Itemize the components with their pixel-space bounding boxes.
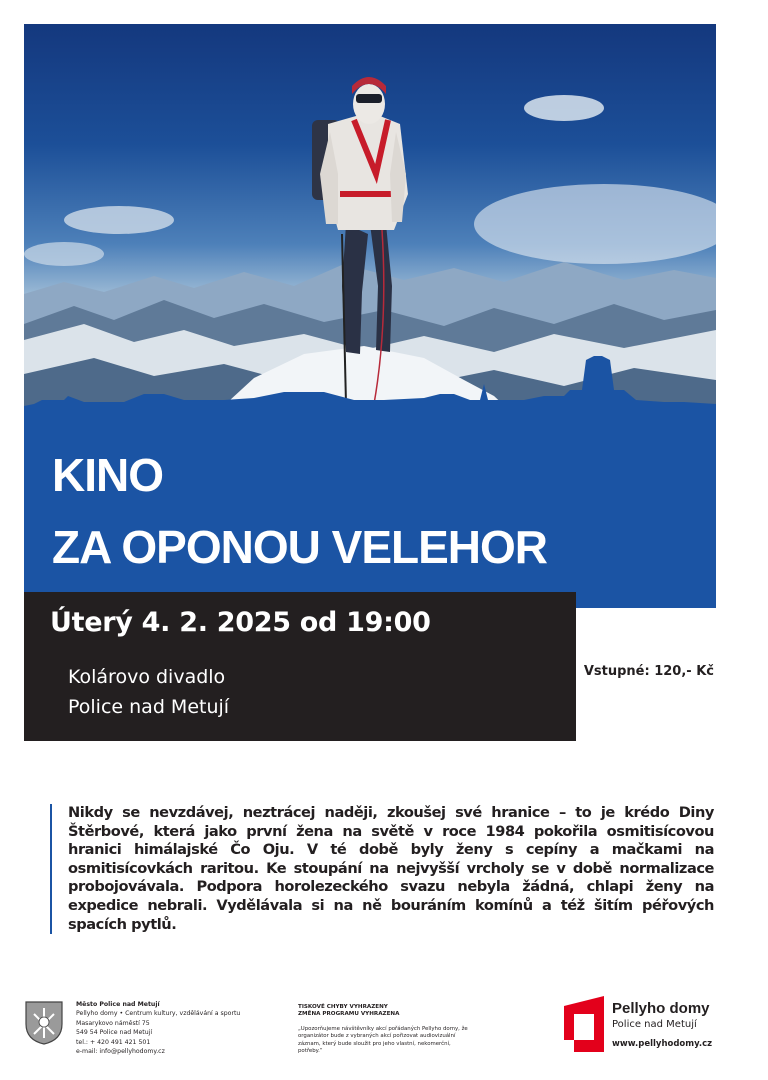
title-line-1: KINO bbox=[52, 449, 163, 501]
org-line: Pellyho domy • Centrum kultury, vzdělávání a sportu bbox=[76, 1010, 241, 1018]
event-datetime: Úterý 4. 2. 2025 od 19:00 bbox=[50, 607, 431, 638]
organizer-info bbox=[76, 1000, 240, 1056]
website-link[interactable]: www.pellyhodomy.cz bbox=[612, 1039, 713, 1049]
notice-quote: „Upozorňujeme návštěvníky akcí pořádaných Pellyho domy, že organizátor bude z vybraných akcí pořizovat audiovizuální záznam, který bude sloužit pro jeho vlastní, nekomerční, potřeby.“ bbox=[298, 1025, 468, 1055]
venue-name: Kolárovo divadlo bbox=[68, 666, 226, 688]
org-line: e-mail: info@pellyhodomy.cz bbox=[76, 1048, 165, 1056]
venue-town: Police nad Metují bbox=[68, 696, 230, 718]
notice-line-2: ZMĚNA PROGRAMU VYHRAZENA bbox=[298, 1011, 400, 1018]
pellyho-domy-logo-icon bbox=[560, 992, 608, 1056]
org-line: Město Police nad Metují bbox=[76, 1001, 160, 1008]
org-line: tel.: + 420 491 421 501 bbox=[76, 1038, 151, 1046]
notice-line-1: TISKOVÉ CHYBY VYHRAZENY bbox=[298, 1004, 388, 1010]
title-line-2: ZA OPONOU VELEHOR bbox=[52, 521, 547, 573]
town-skyline-icon bbox=[24, 350, 716, 410]
legal-notice bbox=[298, 1004, 470, 1055]
logo-name: Pellyho domy bbox=[612, 1000, 710, 1017]
town-crest-icon bbox=[24, 1000, 64, 1046]
event-description: Nikdy se nevzdávej, neztrácej naději, zkoušej své hranice – to je krédo Diny Štěrbové, která jako první žena na světě v roce 1984 pokořila osmitisícovou hranici himálajské Čo Oju. V té době byly ženy s cepíny a mačkami na osmitisícovkách raritou. Ke stoupání na nejvyšší vrcholy se v době normalizace probojovávala. Podpora horolezeckého svazu nebyla žádná, chlapi ženy na expedice nebrali. Vydělávala si na ně bouráním komínů a též šitím péřových spacích pytlů. bbox=[50, 804, 714, 934]
org-line: Masarykovo náměstí 75 bbox=[76, 1019, 150, 1027]
title-band bbox=[24, 408, 716, 608]
logo-town: Police nad Metují bbox=[612, 1019, 697, 1030]
org-line: 549 54 Police nad Metují bbox=[76, 1029, 153, 1037]
admission-price: Vstupné: 120,- Kč bbox=[583, 664, 714, 679]
